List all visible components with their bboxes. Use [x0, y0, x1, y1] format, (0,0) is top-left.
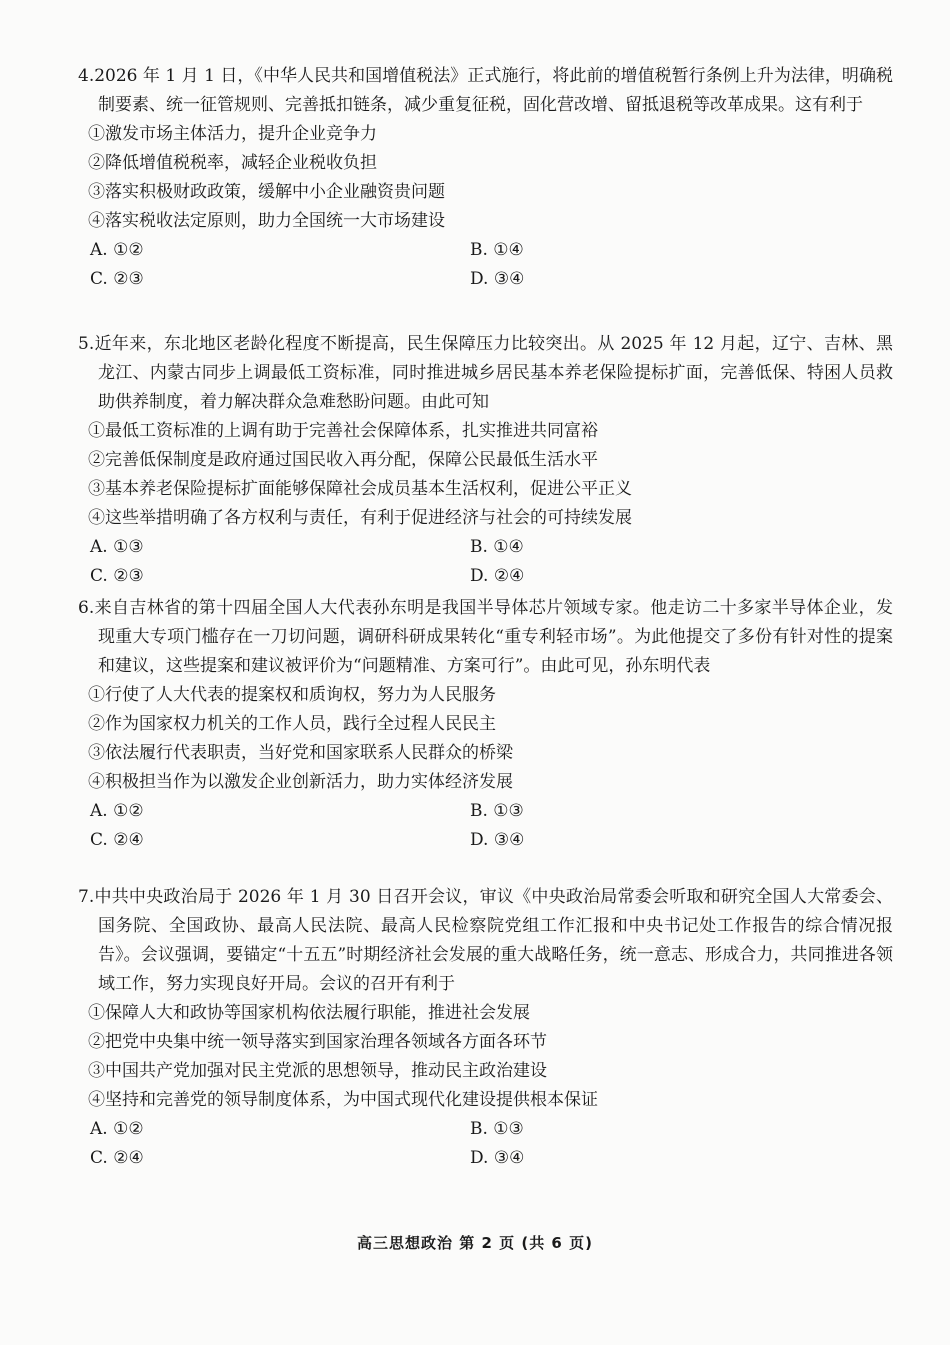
statement-3: ③落实积极财政政策，缓解中小企业融资贵问题 [88, 182, 445, 202]
statement-4: ④积极担当作为以激发企业创新活力，助力实体经济发展 [88, 772, 513, 792]
statement-3: ③依法履行代表职责，当好党和国家联系人民群众的桥梁 [88, 743, 513, 763]
choice-b: B. ①③ [470, 1119, 524, 1139]
statement-1: ①激发市场主体活力，提升企业竞争力 [88, 124, 377, 144]
choice-d: D. ③④ [470, 1148, 525, 1168]
statement-4: ④这些举措明确了各方权利与责任，有利于促进经济与社会的可持续发展 [88, 508, 632, 528]
statement-2: ②作为国家权力机关的工作人员，践行全过程人民民主 [88, 714, 496, 734]
choice-d: D. ③④ [470, 830, 525, 850]
answer-choices [78, 797, 893, 855]
question-7 [78, 883, 893, 1173]
choice-b: B. ①④ [470, 537, 524, 557]
statement-4: ④坚持和完善党的领导制度体系，为中国式现代化建设提供根本保证 [88, 1090, 598, 1110]
question-number: 7. [78, 887, 95, 907]
statement-2: ②完善低保制度是政府通过国民收入再分配，保障公民最低生活水平 [88, 450, 598, 470]
question-stem [78, 883, 893, 999]
statement-2: ②降低增值税税率，减轻企业税收负担 [88, 153, 377, 173]
choice-d: D. ③④ [470, 269, 525, 289]
question-stem [78, 62, 893, 120]
question-4 [78, 62, 893, 294]
choice-c: C. ②④ [90, 1148, 144, 1168]
question-number: 6. [78, 598, 95, 618]
question-text: 中共中央政治局于 2026 年 1 月 30 日召开会议，审议《中央政治局常委会听取和研究全国人大常委会、国务院、全国政协、最高人民法院、最高人民检察院党组工作汇报和中央书记处工作报告的综合情况报告》。会议强调，要锚定“十五五”时期经济社会发展的重大战略任务，统一意志、形成合力，共同推进各领域工作，努力实现良好开局。会议的召开有利于 [94, 887, 893, 994]
statement-3: ③基本养老保险提标扩面能够保障社会成员基本生活权利，促进公平正义 [88, 479, 632, 499]
choice-b: B. ①③ [470, 801, 524, 821]
question-text: 近年来，东北地区老龄化程度不断提高，民生保障压力比较突出。从 2025 年 12 月起，辽宁、吉林、黑龙江、内蒙古同步上调最低工资标准，同时推进城乡居民基本养老保险提标扩面，完善低保、特困人员救助供养制度，着力解决群众急难愁盼问题。由此可知 [94, 334, 893, 412]
choice-a: A. ①② [90, 1119, 144, 1139]
statement-4: ④落实税收法定原则，助力全国统一大市场建设 [88, 211, 445, 231]
statement-1: ①最低工资标准的上调有助于完善社会保障体系，扎实推进共同富裕 [88, 421, 598, 441]
question-number: 5. [78, 334, 95, 354]
statement-2: ②把党中央集中统一领导落实到国家治理各领域各方面各环节 [88, 1032, 547, 1052]
choice-b: B. ①④ [470, 240, 524, 260]
choice-a: A. ①② [90, 801, 144, 821]
choice-d: D. ②④ [470, 566, 525, 586]
choice-c: C. ②③ [90, 566, 144, 586]
question-stem [78, 594, 893, 681]
answer-choices [78, 533, 893, 591]
statement-1: ①行使了人大代表的提案权和质询权，努力为人民服务 [88, 685, 496, 705]
answer-choices [78, 1115, 893, 1173]
choice-a: A. ①③ [90, 537, 144, 557]
question-6 [78, 594, 893, 855]
question-5 [78, 330, 893, 591]
statement-3: ③中国共产党加强对民主党派的思想领导，推动民主政治建设 [88, 1061, 547, 1081]
page-footer: 高三思想政治 第 2 页 (共 6 页) [357, 1234, 593, 1252]
statement-1: ①保障人大和政协等国家机构依法履行职能，推进社会发展 [88, 1003, 530, 1023]
question-number: 4. [78, 66, 95, 86]
choice-c: C. ②④ [90, 830, 144, 850]
question-stem [78, 330, 893, 417]
choice-c: C. ②③ [90, 269, 144, 289]
question-text: 2026 年 1 月 1 日，《中华人民共和国增值税法》正式施行，将此前的增值税暂行条例上升为法律，明确税制要素、统一征管规则、完善抵扣链条，减少重复征税，固化营改增、留抵退税等改革成果。这有利于 [94, 66, 893, 115]
choice-a: A. ①② [90, 240, 144, 260]
answer-choices [78, 236, 893, 294]
question-text: 来自吉林省的第十四届全国人大代表孙东明是我国半导体芯片领域专家。他走访二十多家半导体企业，发现重大专项门槛存在一刀切问题，调研科研成果转化“重专利轻市场”。为此他提交了多份有针对性的提案和建议，这些提案和建议被评价为“问题精准、方案可行”。由此可见，孙东明代表 [94, 598, 893, 676]
